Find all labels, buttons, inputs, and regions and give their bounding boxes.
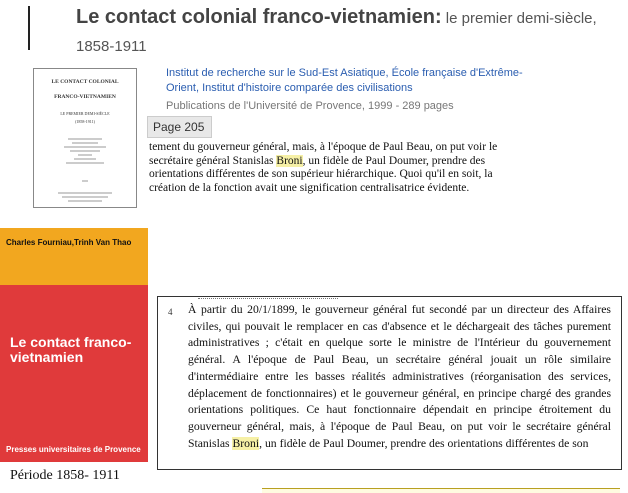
book-title-main[interactable]: Le contact colonial franco-vietnamien: [76, 6, 442, 28]
cover-title: Le contact franco-vietnamien [10, 334, 132, 365]
period-caption: Période 1858- 1911 [10, 468, 120, 483]
panel-text-after: , un fidèle de Paul Doumer, prendre des orientations différentes de son [259, 436, 589, 450]
cover-top-band [0, 228, 148, 285]
panel-highlight: Broni [232, 436, 260, 450]
thumb-title-line4: (1858-1911) [75, 119, 95, 124]
cover-publisher: Presses universitaires de Provence [6, 445, 141, 454]
excerpt-text-before: tement du gouverneur général, mais, à l'époque de Paul Beau, on put voir le secrétaire général Stanislas [149, 141, 498, 167]
publisher-link[interactable]: Institut de recherche sur le Sud-Est Asiatique, École française d'Extrême-Orient, Institut d'histoire comparée des civilisations [166, 67, 523, 94]
bottom-box-edge [262, 488, 620, 493]
thumb-print-decoration [34, 69, 136, 207]
excerpt-text-after: , un fidèle de Paul Doumer, prendre des orientations différentes de son supérieur hiérarchique. Quoi qu'il en soit, la création de la fonction avait une signification centralisatrice évidente. [149, 154, 493, 194]
panel-text [188, 302, 611, 452]
text-excerpt-panel [157, 296, 622, 470]
thumb-title-line2: FRANCO-VIETNAMIEN [54, 94, 116, 100]
publication-info: Publications de l'Université de Provence, 1999 - 289 pages [166, 100, 454, 112]
book-cover [0, 228, 148, 462]
cover-authors: Charles Fourniau,Trinh Van Thao [6, 238, 132, 247]
excerpt-highlight: Broni [276, 154, 303, 167]
footnote-number: 4 [168, 307, 173, 317]
book-title[interactable] [76, 4, 621, 60]
thumb-title-line3: LE PREMIER DEMI-SIÈCLE [60, 111, 110, 116]
panel-cut-line [198, 296, 338, 299]
thumb-title-line1: LE CONTACT COLONIAL [51, 79, 119, 85]
page-label[interactable]: Page 205 [147, 116, 212, 138]
book-title-sub[interactable]: le premier demi-siècle, 1858-1911 [76, 10, 597, 55]
book-excerpt [149, 141, 511, 195]
cover-main-band [0, 285, 148, 462]
vertical-rule [28, 6, 30, 50]
book-thumbnail[interactable] [33, 68, 137, 208]
panel-text-before: À partir du 20/1/1899, le gouverneur général fut secondé par un directeur des Affaires civiles, qui pouvait le remplacer en cas d'absence et le déchargeait des tâches purement administratives ; c'était en quelque sorte le ministre de l'Intérieur du gouvernement général. A l'époque de Paul Beau, un secrétaire général jouait un rôle similaire d'intermédiaire entre les basses réalités administratives (réorganisation des services, déplacement de fonctionnaires) et le gouverneur général, en principe chargé des grandes orientations politiques. Ce haut fonctionnaire dépendait en principe étroitement du gouverneur général, mais, à l'époque de Paul Beau, on put voir le secrétaire général Stanislas [188, 303, 611, 450]
